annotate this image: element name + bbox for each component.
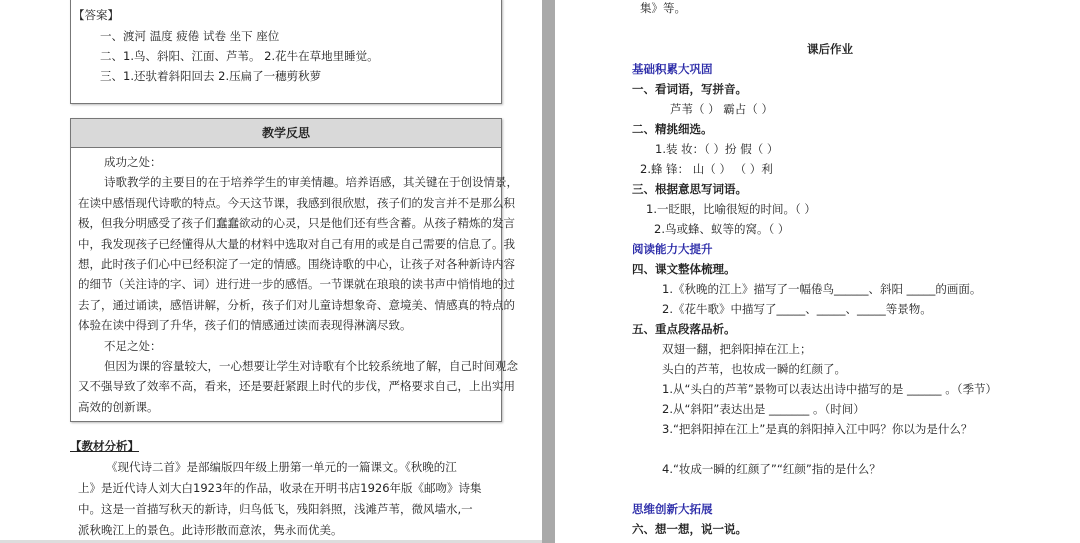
question-line: 头白的芦苇，也妆成一瞬的红颜了。	[662, 362, 846, 376]
question-line: 2.蜂 锋： 山（ ） （ ）利	[640, 162, 773, 176]
reflection-line: 不足之处：	[104, 338, 162, 353]
reflection-line: 又不强导致了效率不高，看来，还是要赶紧跟上时代的步伐，严格要求自己，上出实用	[78, 379, 515, 394]
answer-line: 二、1.鸟、斜阳、江面、芦苇。 2.花牛在草地里睡觉。	[100, 49, 379, 63]
reflection-line: 的细节（关注诗的字、词）进行进一步的感悟。一节课就在琅琅的读书声中悄悄地的过	[78, 277, 515, 292]
question-line: 2.从“斜阳”表达出是 _______ 。（时间）	[662, 402, 865, 416]
analysis-line: 派秋晚江上的景色。此诗形散而意浓，隽永而优美。	[78, 523, 343, 537]
question-heading: 六、想一想，说一说。	[632, 522, 747, 536]
reflection-line: 极，但我分明感受了孩子们蠢蠢欲动的心灵，只是他们还有些含蓄。从孩子精炼的发言	[78, 216, 515, 231]
question-line: 1.从“头白的芦苇”景物可以表达出诗中描写的是 ______ 。（季节）	[662, 382, 997, 396]
question-heading: 一、看词语，写拼音。	[632, 82, 747, 96]
document-page-right	[555, 0, 1080, 543]
question-line: 3.“把斜阳掉在江上”是真的斜阳掉入江中吗？你以为是什么？	[662, 422, 973, 436]
reflection-line: 但因为课的容量较大，一心想要让学生对诗歌有个比较系统地了解，自己时间观念	[104, 359, 518, 373]
analysis-line: 《现代诗二首》是部编版四年级上册第一单元的一篇课文。《秋晚的江	[106, 460, 457, 474]
answer-heading: 【答案】	[73, 8, 119, 22]
reflection-line: 成功之处：	[104, 155, 162, 169]
question-line: 1.《秋晚的江上》描写了一幅倦鸟______、斜阳 _____的画面。	[662, 282, 982, 296]
homework-title: 课后作业	[807, 42, 853, 56]
question-line: 芦苇（ ） 霸占（ ）	[670, 102, 773, 116]
question-line: 4.“妆成一瞬的红颜了”“红颜”指的是什么？	[662, 462, 881, 476]
carryover-text: 集》等。	[640, 1, 686, 15]
section-heading: 思维创新大拓展	[632, 502, 713, 516]
answer-line: 三、1.还驮着斜阳回去 2.压扁了一穗剪秋萝	[100, 69, 322, 83]
section-heading: 基础积累大巩固	[632, 62, 713, 76]
reflection-line: 去了，通过诵读，感悟讲解，分析，孩子们对儿童诗想象奇、意境美、情感真的特点的	[78, 297, 515, 312]
question-heading: 三、根据意思写词语。	[632, 182, 747, 196]
reflection-title: 教学反思	[71, 119, 501, 148]
question-line: 2.鸟或蜂、蚁等的窝。（ ）	[654, 222, 790, 236]
question-heading: 二、精挑细选。	[632, 122, 713, 136]
question-line: 双翅一翻，把斜阳掉在江上；	[662, 342, 812, 356]
reflection-line: 诗歌教学的主要目的在于培养学生的审美情趣。培养语感，其关键在于创设情景，	[104, 175, 518, 190]
reflection-line: 体验在读中得到了升华，孩子们的情感通过读而表现得淋漓尽致。	[78, 318, 412, 333]
question-line: 2.《花牛歌》中描写了_____、_____、_____等景物。	[662, 302, 932, 316]
analysis-line: 中。这是一首描写秋天的新诗，归鸟低飞，残阳斜照，浅滩芦苇，微风墙水,一	[78, 502, 473, 516]
reflection-line: 高效的创新课。	[78, 399, 159, 414]
section-heading: 阅读能力大提升	[632, 242, 713, 256]
question-line: 1.装 妆：（ ）扮 假（ ）	[655, 142, 779, 156]
analysis-line: 上》是近代诗人刘大白1923年的作品，收录在开明书店1926年版《邮吻》诗集	[78, 481, 482, 495]
reflection-line: 中，我发现孩子已经懂得从大量的材料中选取对自己有用的或是自己需要的信息了。我	[78, 236, 515, 251]
page-gutter	[542, 0, 555, 543]
analysis-heading: 【教材分析】	[70, 439, 139, 453]
question-line: 1.一眨眼，比喻很短的时间。（ ）	[646, 202, 816, 216]
question-heading: 四、课文整体梳理。	[632, 262, 736, 276]
reflection-line: 想，此时孩子们心中已经积淀了一定的情感。围绕诗歌的中心，让孩子对各种新诗内容	[78, 257, 515, 271]
answer-line: 一、渡河 温度 疲倦 试卷 坐下 座位	[100, 29, 280, 43]
reflection-line: 在读中感悟现代诗歌的特点。今天这节课，我感到很欣慰，孩子们的发言并不是那么积	[78, 195, 515, 210]
question-heading: 五、重点段落品析。	[632, 322, 736, 336]
